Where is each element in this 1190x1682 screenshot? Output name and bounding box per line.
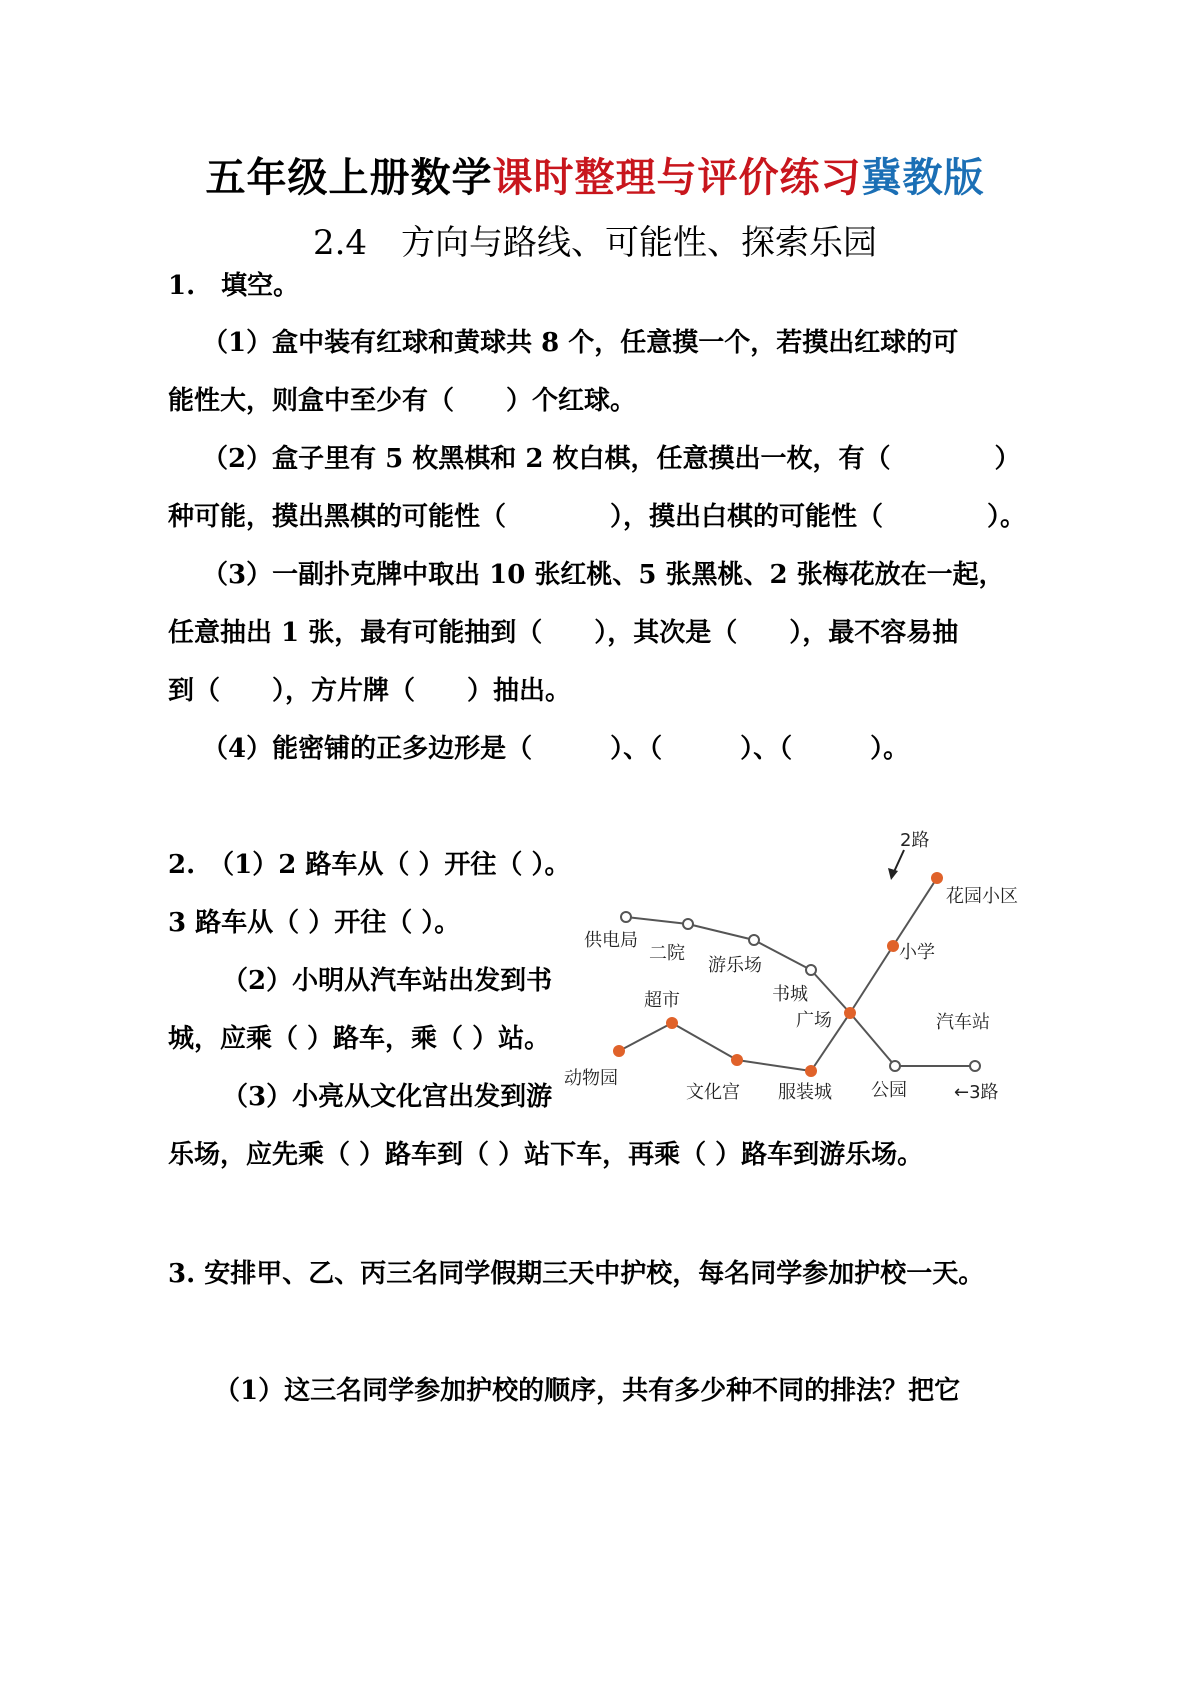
title-part-3: 冀教版 [861,154,985,201]
q2-line6: 乐场，应先乘（ ）路车到（ ）站下车，再乘（ ）路车到游乐场。 [168,1140,924,1170]
stop-youle [749,935,759,945]
label-huayuan: 花园小区 [946,886,1018,907]
stop-gongdian [621,912,631,922]
q2-line2: 3 路车从（ ）开往（ ）。 [168,908,461,938]
label-gongdian: 供电局 [584,930,638,951]
label-qichezhan: 汽车站 [936,1012,990,1033]
stop-chaoshi [666,1017,678,1029]
q2-line1: 2. （1）2 路车从（ ）开往（ ）。 [168,850,571,880]
stop-gongyuan [890,1061,900,1071]
stop-qichezhan [970,1061,980,1071]
label-xiaoxue: 小学 [899,942,935,963]
q1-p3-line1: （3）一副扑克牌中取出 10 张红桃、5 张黑桃、2 张梅花放在一起， [202,560,1005,590]
q1-p2-line1: （2）盒子里有 5 枚黑棋和 2 枚白棋，任意摸出一枚，有（ ） [202,444,1021,474]
stop-shucheng [806,965,816,975]
section-subtitle: 2.4 方向与路线、可能性、探索乐园 [312,223,878,263]
q3-line1: 3. 安排甲、乙、丙三名同学假期三天中护校，每名同学参加护校一天。 [168,1259,985,1289]
label-dongwu: 动物园 [564,1068,618,1089]
label-gongyuan: 公园 [871,1080,907,1101]
label-fuzhuang: 服装城 [778,1082,832,1103]
stop-guangchang [844,1007,856,1019]
label-shucheng: 书城 [772,984,808,1005]
q2-line5: （3）小亮从文化宫出发到游 [222,1082,553,1112]
label-eryuan: 二院 [649,943,685,964]
q1-p1-line2: 能性大，则盒中至少有（ ）个红球。 [168,386,637,416]
stop-eryuan [683,919,693,929]
q3-line2: （1）这三名同学参加护校的顺序，共有多少种不同的排法？把它 [214,1376,961,1406]
bus-route-map [560,820,1030,1120]
q1-p1-line1: （1）盒中装有红球和黄球共 8 个，任意摸一个，若摸出红球的可 [202,328,959,358]
label-youle: 游乐场 [708,955,762,976]
stop-fuzhuang [805,1065,817,1077]
q1-p3-line2: 任意抽出 1 张，最有可能抽到（ ），其次是（ ），最不容易抽 [168,618,959,648]
page-title [0,146,1190,203]
label-guangchang: 广场 [796,1010,832,1031]
q2-line4: 城，应乘（ ）路车，乘（ ）站。 [168,1024,551,1054]
stop-xiaoxue [887,940,899,952]
q2-line3: （2）小明从汽车站出发到书 [222,966,553,996]
q1-p4-line1: （4）能密铺的正多边形是（ ）、（ ）、（ ）。 [202,734,910,764]
label-chaoshi: 超市 [644,990,680,1011]
title-part-1: 五年级上册数学 [205,154,493,201]
stop-wenhua [731,1054,743,1066]
q1-p2-line2: 种可能，摸出黑棋的可能性（ ），摸出白棋的可能性（ ）。 [168,502,1027,532]
stop-huayuan [931,872,943,884]
label-wenhua: 文化宫 [686,1082,740,1103]
q1-heading: 1. 填空。 [168,271,300,301]
title-part-2: 课时整理与评价练习 [492,154,862,201]
route2-label: 2路 [900,830,930,851]
route3-label: ←3路 [954,1082,999,1103]
q1-p3-line3: 到（ ），方片牌（ ）抽出。 [168,676,572,706]
stop-dongwu [613,1045,625,1057]
